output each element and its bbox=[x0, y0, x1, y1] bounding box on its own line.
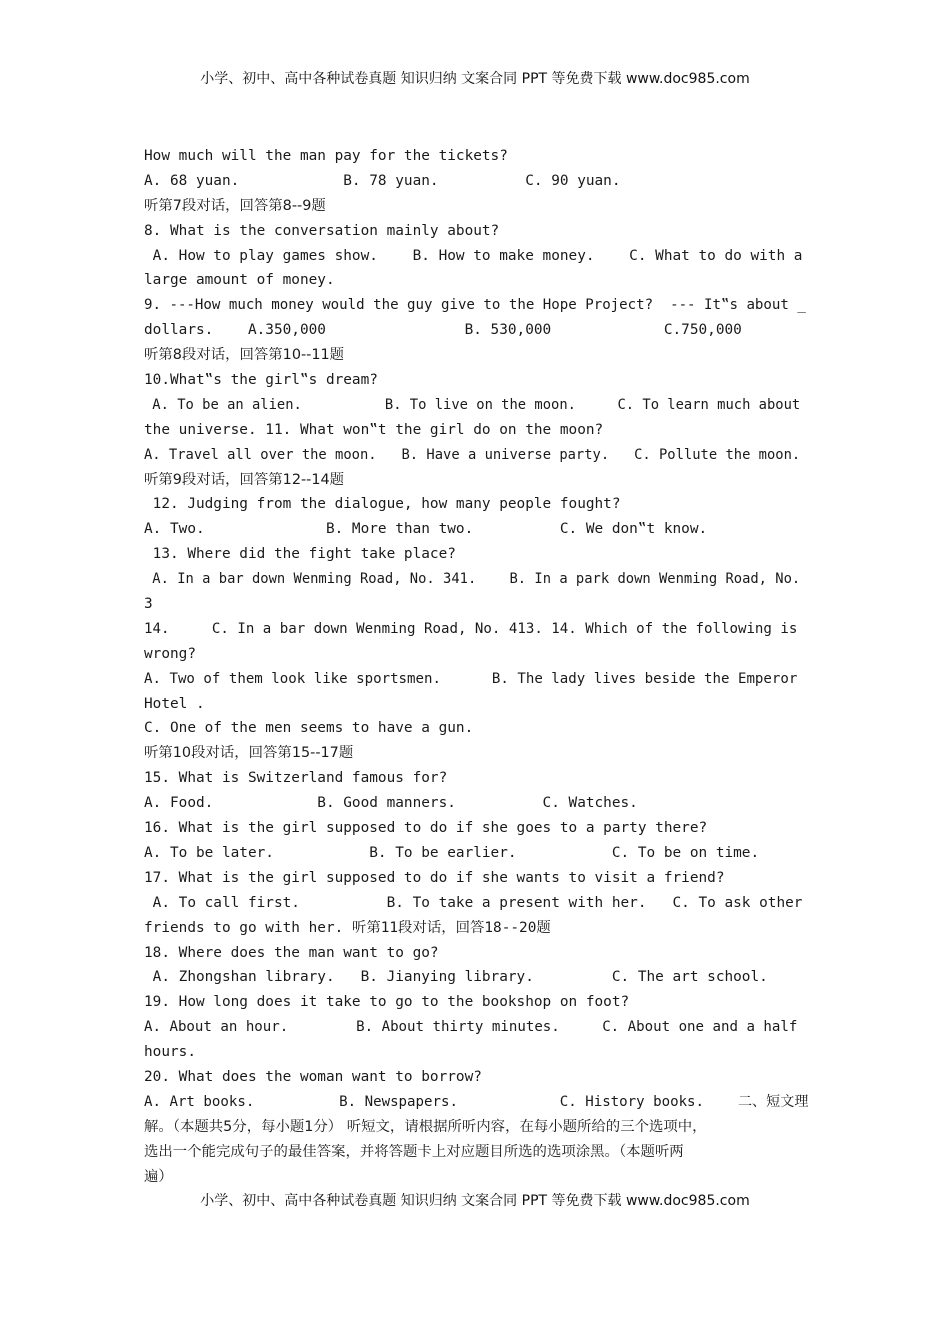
section-instruction: 听第10段对话，回答第15--17题 bbox=[144, 745, 354, 762]
text-line: hours. bbox=[144, 1044, 196, 1061]
text-line: C. One of the men seems to have a gun. bbox=[144, 720, 474, 737]
text-line: A. In a bar down Wenming Road, No. 341. B. In a park down Wenming Road, No. bbox=[144, 571, 801, 588]
section-instruction: 听第9段对话，回答第12--14题 bbox=[144, 471, 345, 488]
text-line: friends to go with her. 听第11段对话，回答18--20题 bbox=[144, 919, 551, 936]
text-line: wrong? bbox=[144, 645, 196, 662]
text-line: Hotel . bbox=[144, 695, 205, 712]
text-line: A. Two. B. More than two. C. We don‟t know. bbox=[144, 521, 708, 538]
text-line: A. Food. B. Good manners. C. Watches. bbox=[144, 795, 638, 812]
text-line: large amount of money. bbox=[144, 272, 335, 289]
question: 12. Judging from the dialogue, how many people fought? bbox=[144, 496, 621, 513]
question: 19. How long does it take to go to the bookshop on foot? bbox=[144, 994, 630, 1011]
question: 16. What is the girl supposed to do if she goes to a party there? bbox=[144, 820, 708, 837]
text-line: How much will the man pay for the tickets? bbox=[144, 148, 508, 164]
text-line: A. 68 yuan. B. 78 yuan. C. 90 yuan. bbox=[144, 172, 621, 189]
section-instruction: 听第7段对话，回答第8--9题 bbox=[144, 197, 326, 214]
question: 15. What is Switzerland famous for? bbox=[144, 770, 448, 787]
text-line: A. Two of them look like sportsmen. B. The lady lives beside the Emperor bbox=[144, 670, 798, 687]
question: 17. What is the girl supposed to do if she wants to visit a friend? bbox=[144, 869, 725, 886]
text-line: A. To be an alien. B. To live on the moon. C. To learn much about bbox=[144, 396, 801, 413]
text-line: 14. C. In a bar down Wenming Road, No. 413. 14. Which of the following is bbox=[144, 620, 798, 637]
text-line: A. Art books. B. Newspapers. C. History books. 二、短文理 bbox=[144, 1093, 808, 1110]
question: 10.What‟s the girl‟s dream? bbox=[144, 372, 378, 389]
section-instruction: 遍） bbox=[144, 1168, 173, 1185]
text-line: A. About an hour. B. About thirty minutes. C. About one and a half bbox=[144, 1019, 798, 1036]
text-line: A. Zhongshan library. B. Jianying library. C. The art school. bbox=[144, 969, 768, 986]
question: 20. What does the woman want to borrow? bbox=[144, 1068, 482, 1085]
text-line: dollars. A.350,000 B. 530,000 C.750,000 bbox=[144, 322, 742, 339]
exam-text-body bbox=[144, 144, 808, 1189]
section-instruction: 解。（本题共5分，每小题1分） 听短文，请根据所听内容，在每小题所给的三个选项中， bbox=[144, 1118, 707, 1135]
question: 8. What is the conversation mainly about? bbox=[144, 222, 500, 239]
question: 9. ---How much money would the guy give to the Hope Project? --- It‟s about _ bbox=[144, 297, 806, 314]
page-header: 小学、初中、高中各种试卷真题 知识归纳 文案合同 PPT 等免费下载 www.doc985.com bbox=[200, 71, 750, 87]
question: 13. Where did the fight take place? bbox=[144, 546, 456, 563]
section-instruction: 选出一个能完成句子的最佳答案，并将答题卡上对应题目所选的选项涂黑。（本题听两 bbox=[144, 1143, 684, 1160]
question: 18. Where does the man want to go? bbox=[144, 944, 439, 961]
text-line: A. To be later. B. To be earlier. C. To be on time. bbox=[144, 844, 760, 861]
text-line: 3 bbox=[144, 596, 153, 613]
page-footer: 小学、初中、高中各种试卷真题 知识归纳 文案合同 PPT 等免费下载 www.doc985.com bbox=[200, 1193, 750, 1209]
text-line: A. How to play games show. B. How to make money. C. What to do with a bbox=[144, 247, 803, 264]
text-line: A. To call first. B. To take a present with her. C. To ask other bbox=[144, 894, 803, 911]
text-line: the universe. 11. What won‟t the girl do on the moon? bbox=[144, 421, 604, 438]
section-instruction: 听第8段对话，回答第10--11题 bbox=[144, 347, 345, 364]
text-line: A. Travel all over the moon. B. Have a universe party. C. Pollute the moon. bbox=[144, 446, 801, 463]
